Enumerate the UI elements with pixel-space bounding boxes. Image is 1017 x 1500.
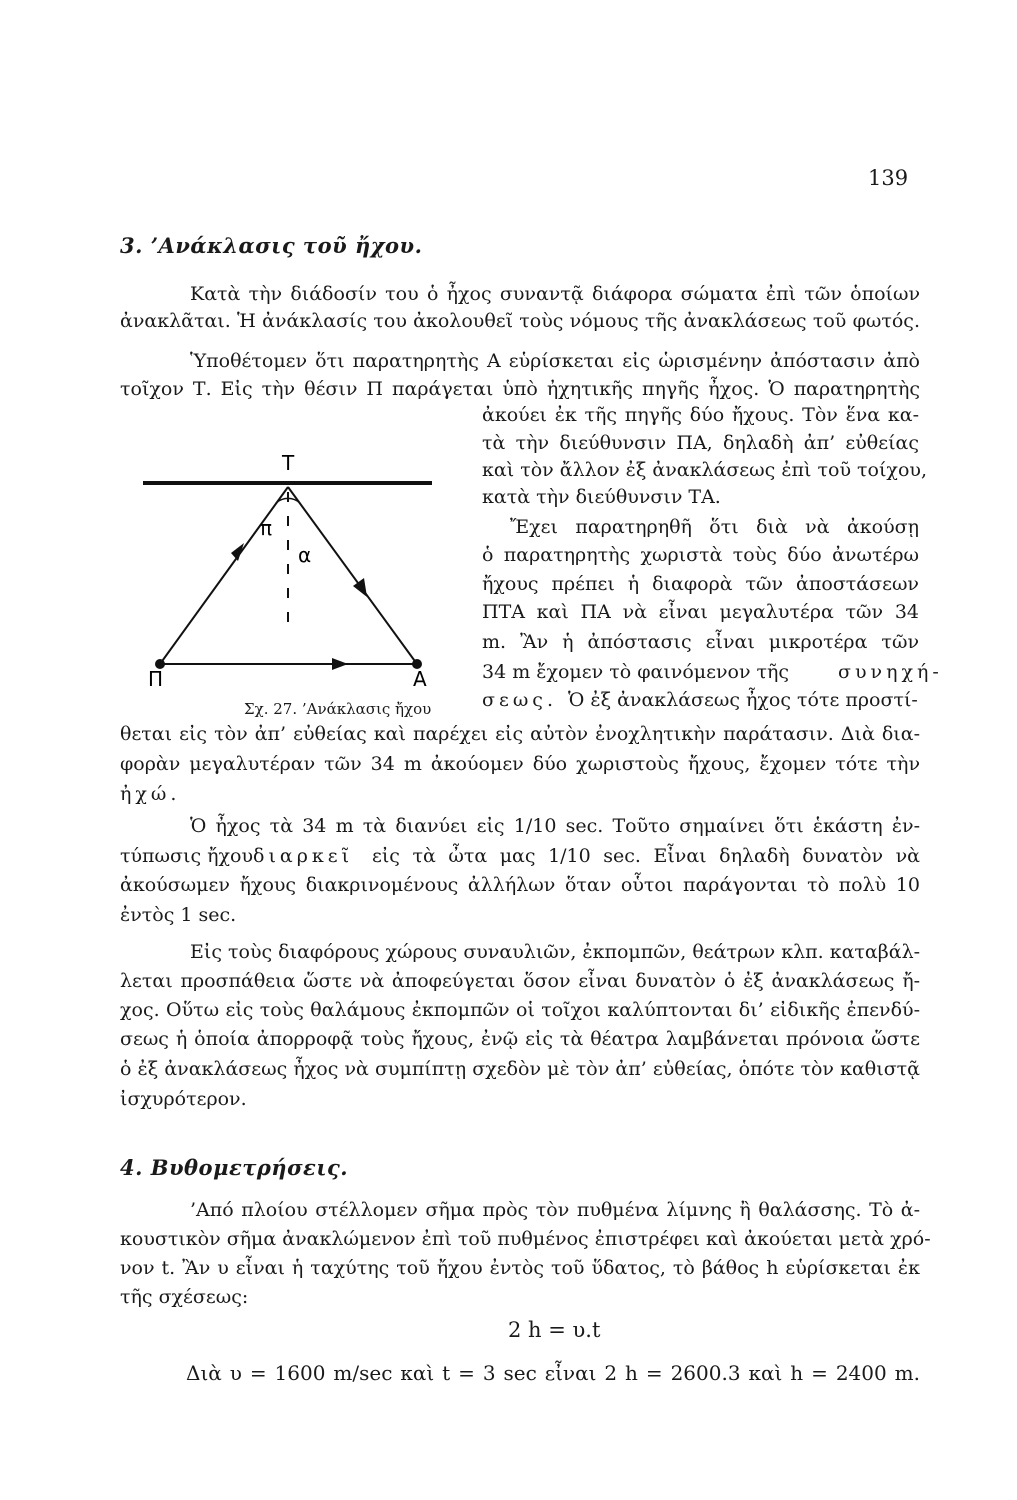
text-line: ἀνακλᾶται. Ἡ ἀνάκλασίς του ἀκολουθεῖ τοὺς νόμους τῆς ἀνακλάσεως τοῦ φωτός. <box>120 310 920 332</box>
label-pi: π <box>260 516 273 540</box>
label-A: Α <box>413 667 427 691</box>
arrow-right-icon <box>332 658 348 670</box>
text-line: φορὰν μεγαλυτέραν τῶν 34 m ἀκούομεν δύο χωριστοὺς ἤχους, ἔχομεν τότε τὴν <box>120 753 920 775</box>
text-line: εἰς τὰ ὦτα μας 1/10 sec. Εἶναι δηλαδὴ δυνατὸν νὰ <box>372 845 920 867</box>
text-line: κουστικὸν σῆμα ἀνακλώμενον ἐπὶ τοῦ πυθμένος ἐπιστρέφει καὶ ἀκούεται μετὰ χρό- <box>120 1228 931 1250</box>
text-line: τοῖχον Τ. Εἰς τὴν θέσιν Π παράγεται ὑπὸ ἠχητικῆς πηγῆς ἦχος. Ὁ παρατηρητὴς <box>120 378 920 400</box>
section-4-heading: 4. Βυθομετρήσεις. <box>120 1155 349 1180</box>
column-text-line: τὰ τὴν διεύθυνσιν ΠΑ, δηλαδὴ ἀπ’ εὐθείας <box>482 432 919 454</box>
figure-caption: Σχ. 27. ’Ανάκλασις ἤχου <box>244 700 432 718</box>
text-line: λεται προσπάθεια ὥστε νὰ ἀποφεύγεται ὅσον εἶναι δυνατὸν ὁ ἐξ ἀνακλάσεως ἤ- <box>120 970 920 992</box>
column-text-line: Ὁ ἐξ ἀνακλάσεως ἦχος τότε προστί- <box>568 689 918 711</box>
label-alpha: α <box>298 543 312 567</box>
text-line: τῆς σχέσεως: <box>120 1286 249 1308</box>
text-line: ’Από πλοίου στέλλομεν σῆμα πρὸς τὸν πυθμένα λίμνης ἢ θαλάσσης. Τὸ ἀ- <box>190 1199 920 1221</box>
text-line: νον t. Ἂν υ εἶναι ἡ ταχύτης τοῦ ἤχου ἐντὸς τοῦ ὕδατος, τὸ βάθος h εὑρίσκεται ἐκ <box>120 1257 920 1279</box>
section-3-heading: 3. ’Ανάκλασις τοῦ ἤχου. <box>120 233 423 258</box>
arrow-down-icon <box>353 578 367 597</box>
column-text-line: κατὰ τὴν διεύθυνσιν ΤΑ. <box>482 486 721 508</box>
incident-ray <box>160 487 288 664</box>
column-text-line: ἤχους πρέπει ἡ διαφορὰ τῶν ἀποστάσεων <box>482 573 919 595</box>
text-line: Ὑποθέτομεν ὅτι παρατηρητὴς Α εὑρίσκεται εἰς ὡρισμένην ἀπόστασιν ἀπὸ <box>190 350 920 372</box>
column-text-line: Ἔχει παρατηρηθῆ ὅτι διὰ νὰ ἀκούσῃ <box>510 516 919 538</box>
text-line: ἰσχυρότερον. <box>120 1088 247 1110</box>
label-P: Π <box>148 667 164 691</box>
spaced-term: διαρκεῖ <box>253 845 354 867</box>
text-line: ἀκούσωμεν ἤχους διακρινομένους ἀλλήλων ὅταν οὗτοι παράγονται τὸ πολὺ 10 <box>120 874 920 896</box>
label-T: Τ <box>282 451 295 475</box>
column-text-line: ΠΤΑ καὶ ΠΑ νὰ εἶναι μεγαλυτέρα τῶν 34 <box>482 601 919 623</box>
result-line: Διὰ υ = 1600 m/sec καὶ t = 3 sec εἶναι 2 h = 2600.3 καὶ h = 2400 m. <box>186 1361 920 1385</box>
column-text-line: m. Ἂν ἡ ἀπόστασις εἶναι μικροτέρα τῶν <box>482 631 919 653</box>
text-line: ὁ ἐξ ἀνακλάσεως ἦχος νὰ συμπίπτῃ σχεδὸν μὲ τὸν ἀπ’ εὐθείας, ὁπότε τὸν καθιστᾷ <box>120 1058 920 1080</box>
spaced-term: συνηχή- <box>838 661 943 683</box>
text-line: χος. Οὕτω εἰς τοὺς θαλάμους ἐκπομπῶν οἱ τοῖχοι καλύπτονται δι’ εἰδικῆς ἐπενδύ- <box>120 999 920 1021</box>
formula: 2 h = υ.t <box>508 1318 601 1342</box>
text-line: ἐντὸς 1 sec. <box>120 904 237 926</box>
column-text-line: 34 m ἔχομεν τὸ φαινόμενον τῆς <box>482 661 790 683</box>
column-text-line: ὁ παρατηρητὴς χωριστὰ τοὺς δύο ἀνωτέρω <box>482 544 919 566</box>
column-text-line: καὶ τὸν ἄλλον ἐξ ἀνακλάσεως ἐπὶ τοῦ τοίχου, <box>482 459 927 481</box>
spaced-term: σεως. <box>482 689 557 711</box>
text-line: σεως ἡ ὁποία ἀπορροφᾷ τοὺς ἤχους, ἐνῷ εἰς τὰ θέατρα λαμβάνεται πρόνοια ὥστε <box>120 1028 920 1050</box>
text-line: Ὁ ἦχος τὰ 34 m τὰ διανύει εἰς 1/10 sec. Τοῦτο σημαίνει ὅτι ἑκάστη ἐν- <box>190 815 920 837</box>
sound-reflection-figure <box>140 440 450 710</box>
text-line: θεται εἰς τὸν ἀπ’ εὐθείας καὶ παρέχει εἰς αὐτὸν ἐνοχλητικὴν παράτασιν. Διὰ δια- <box>120 723 920 745</box>
page-number: 139 <box>868 166 909 190</box>
reflected-ray <box>288 487 417 664</box>
text-line: Εἰς τοὺς διαφόρους χώρους συναυλιῶν, ἐκπομπῶν, θεάτρων κλπ. καταβάλ- <box>190 941 921 963</box>
text-line: Κατὰ τὴν διάδοσίν του ὁ ἦχος συναντᾷ διάφορα σώματα ἐπὶ τῶν ὁποίων <box>190 283 920 305</box>
column-text-line: ἀκούει ἐκ τῆς πηγῆς δύο ἤχους. Τὸν ἕνα κα- <box>482 404 919 426</box>
text-line: ἠχώ. <box>120 783 181 805</box>
text-line: τύπωσις ἤχου <box>120 845 254 867</box>
